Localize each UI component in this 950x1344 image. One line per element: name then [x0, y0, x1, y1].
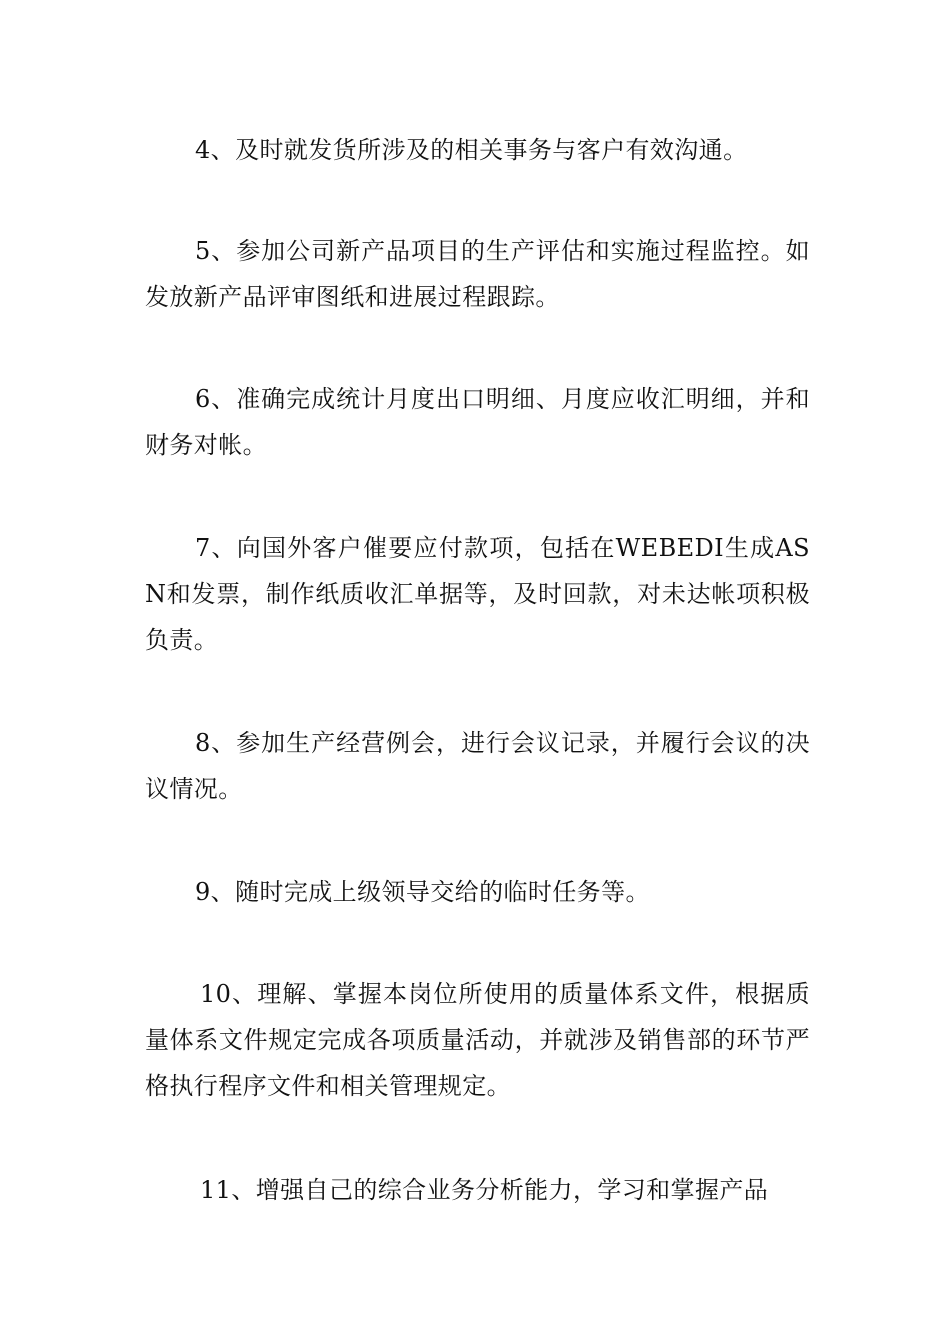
- paragraph-item-10: 10、理解、掌握本岗位所使用的质量体系文件，根据质量体系文件规定完成各项质量活动，并就涉及销售部的环节严格执行程序文件和相关管理规定。: [145, 980, 810, 1100]
- paragraph-item-7: 7、向国外客户催要应付款项，包括在WEBEDI生成ASN和发票，制作纸质收汇单据等，及时回款，对未达帐项积极负责。: [145, 534, 810, 654]
- paragraph-item-6: 6、准确完成统计月度出口明细、月度应收汇明细，并和财务对帐。: [145, 385, 810, 459]
- paragraph-item-8: 8、参加生产经营例会，进行会议记录，并履行会议的决议情况。: [145, 729, 810, 803]
- paragraph-item-9: 9、随时完成上级领导交给的临时任务等。: [195, 878, 650, 906]
- paragraph-item-5: 5、参加公司新产品项目的生产评估和实施过程监控。如发放新产品评审图纸和进展过程跟踪。: [145, 237, 810, 311]
- paragraph-item-4: 4、及时就发货所涉及的相关事务与客户有效沟通。: [195, 136, 748, 164]
- paragraph-item-11: 11、增强自己的综合业务分析能力，学习和掌握产品: [200, 1176, 769, 1204]
